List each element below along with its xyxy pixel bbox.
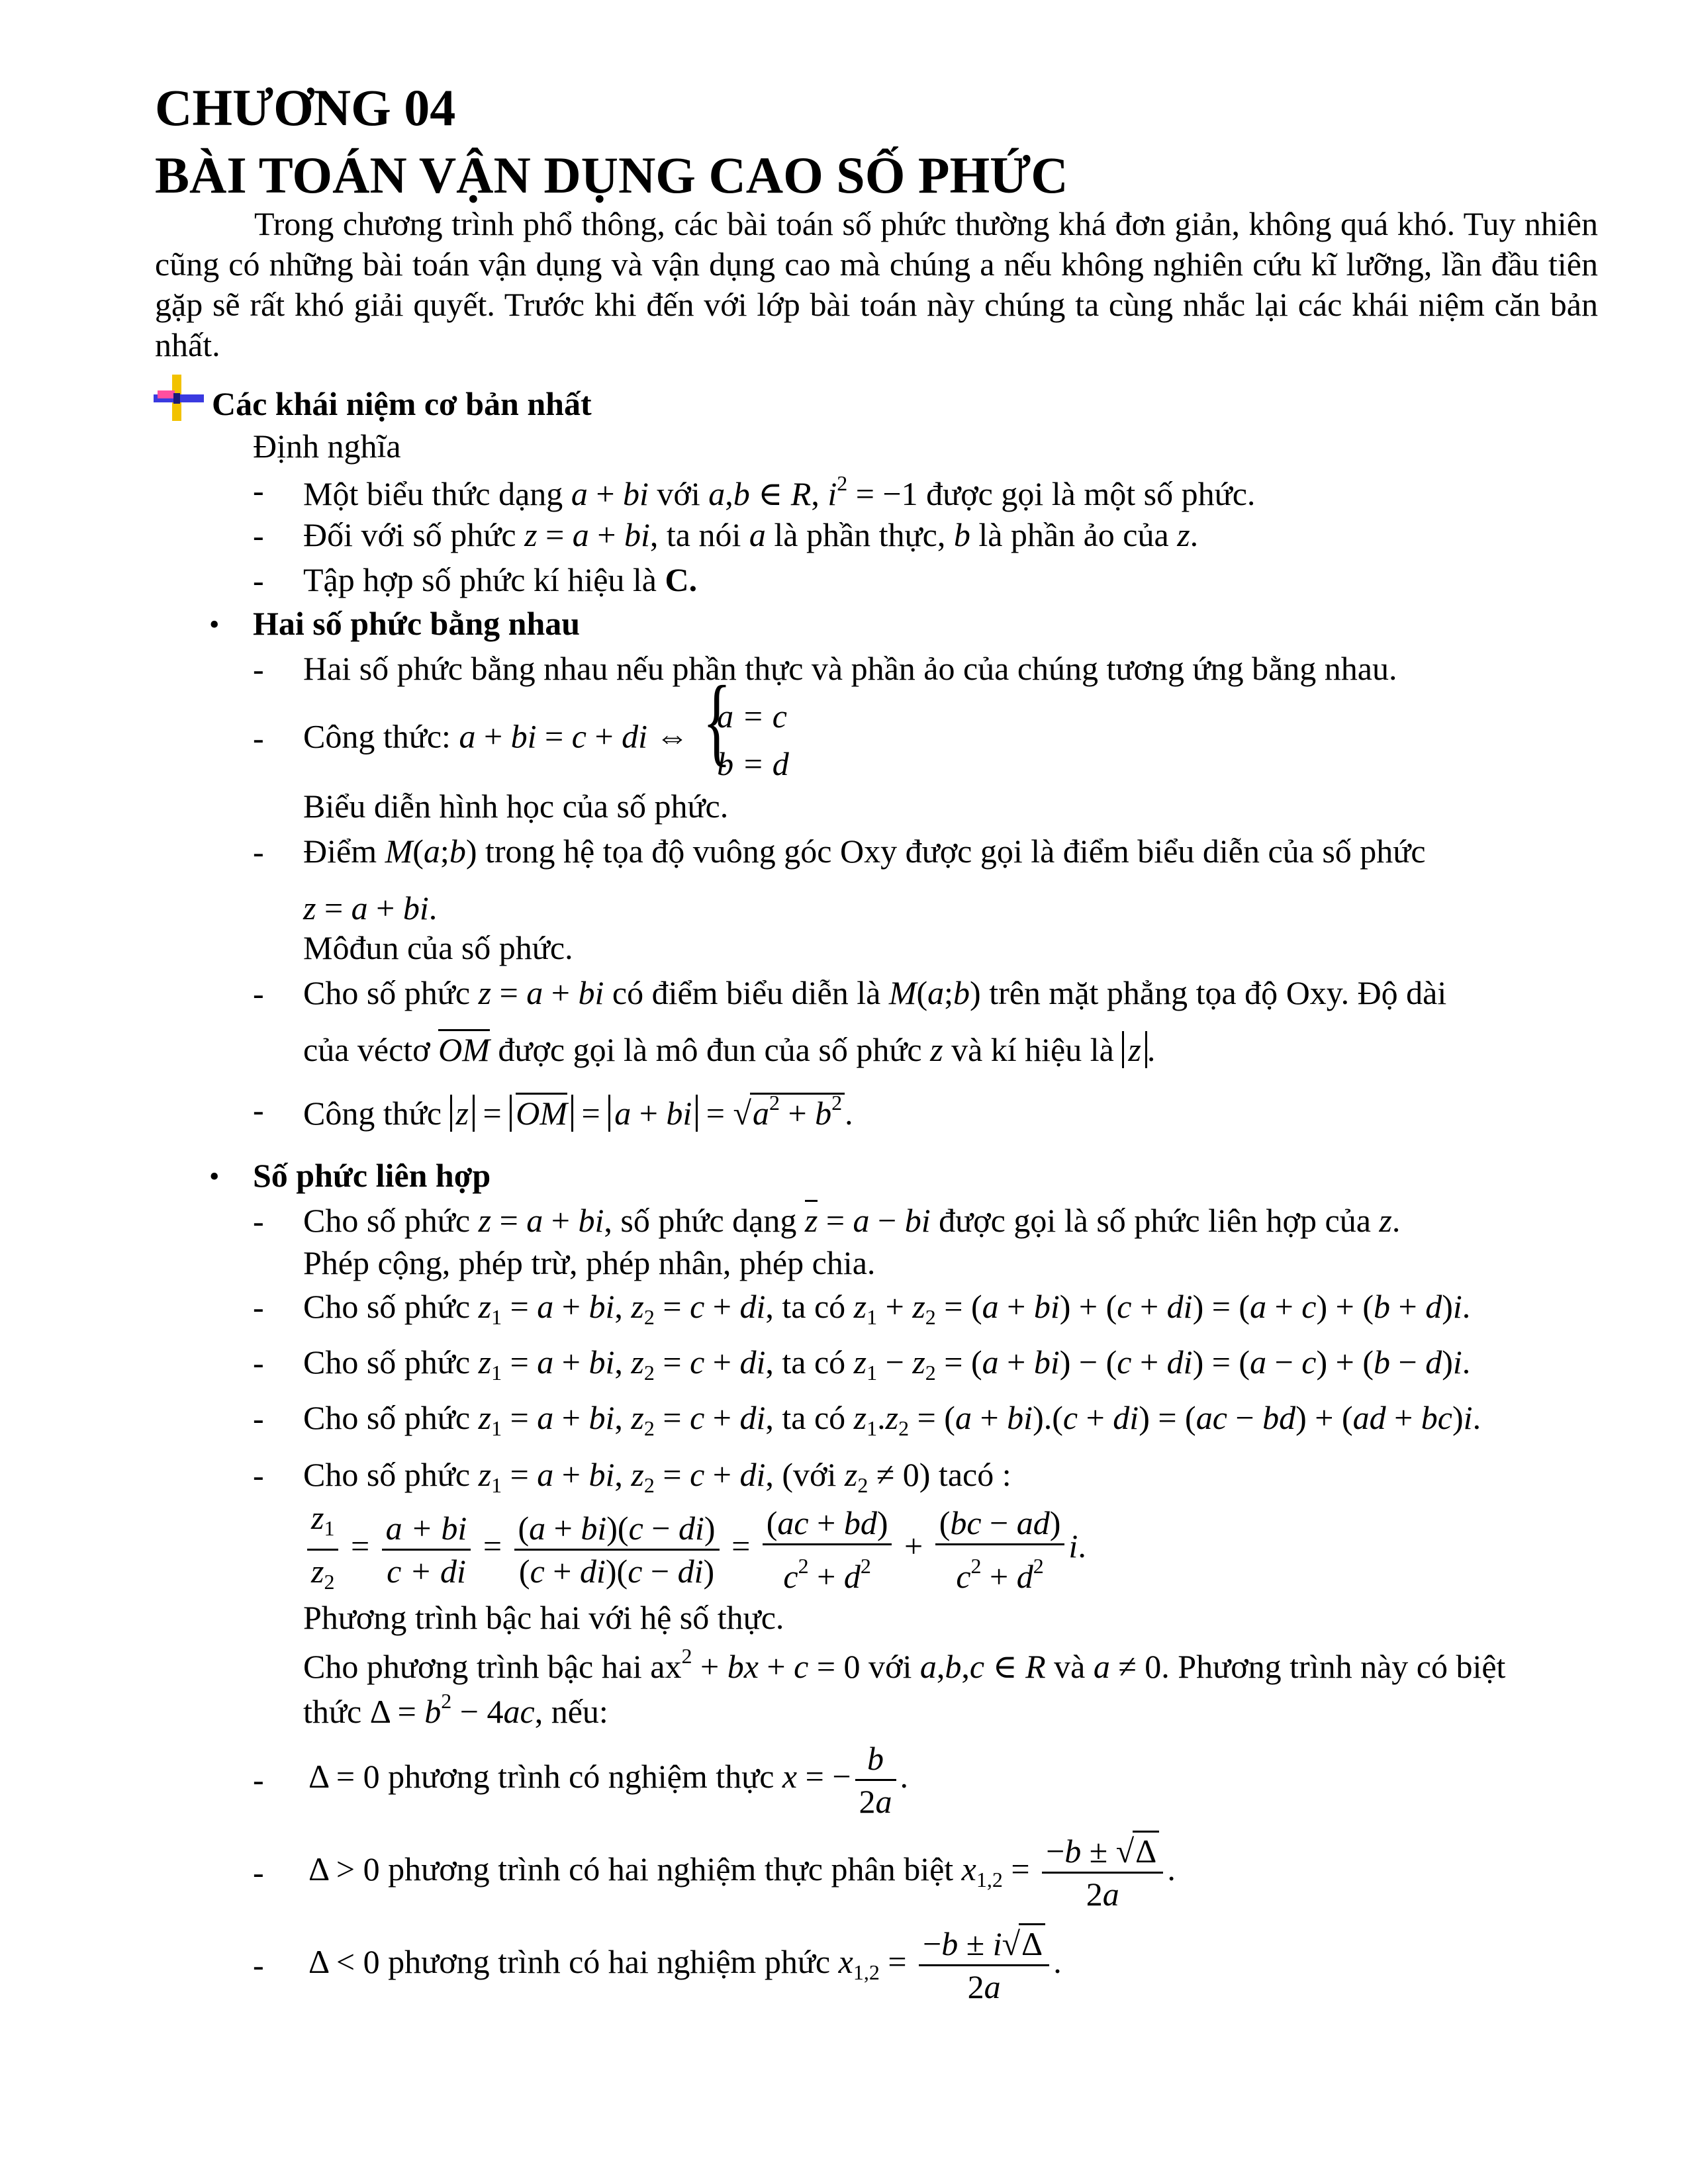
def1-line: Một biểu thức dạng a + bi với a,b ∈ R, $i^2 = -1$ được gọi là một số phức. — [303, 471, 1256, 512]
geom-line: Điểm M(a;b) trong hệ tọa độ vuông góc Oxy được gọi là điểm biểu diễn của số phức — [303, 833, 1426, 870]
dash: - — [253, 1946, 264, 1983]
definition-label: Định nghĩa — [253, 428, 401, 465]
modulus-line1: Cho số phức z = a + bi có điểm biểu diễn là M(a;b) trên mặt phẳng tọa độ Oxy. Độ dài — [303, 974, 1447, 1011]
dash: - — [253, 472, 264, 509]
op-mul: Cho số phức $z_1 = a$ + bi, $z_2 = c$ + di, ta có $z_1.z_2 = (a + bi).(c + di) = (ac - bd) + (ad + bc)i$. — [303, 1399, 1481, 1440]
dash: - — [253, 1854, 264, 1891]
section-heading: Các khái niệm cơ bản nhất — [212, 385, 592, 422]
def3-line: Tập hợp số phức kí hiệu là C. — [303, 561, 698, 598]
equal-heading: Hai số phức bằng nhau — [253, 605, 581, 642]
conj-heading: Số phức liên hợp — [253, 1157, 491, 1194]
chapter-number: CHƯƠNG 04 — [155, 79, 456, 136]
op-div-cond: Cho số phức $z_1 = a$ + bi, $z_2 = c$ + di, (với $z_2 \ne 0$) tacó : — [303, 1456, 1011, 1497]
dash: - — [253, 1289, 264, 1326]
case-zero: Δ = 0 phương trình có nghiệm thực x = − $\frac{b}{2a}$ . — [308, 1738, 908, 1822]
quad-heading: Phương trình bậc hai với hệ số thực. — [303, 1599, 784, 1636]
conj-line1: Cho số phức z = a + bi, số phức dạng z = a − bi được gọi là số phức liên hợp của z. — [303, 1202, 1400, 1240]
geom-z: z = a + bi. — [303, 889, 438, 927]
plus-sparkle-icon — [154, 375, 204, 421]
op-div-formula: $\frac{z_1}{z_2}$ = $\frac{a + bi}{c + di}$ = $\frac{(a + bi)(c - di)}{(c + di)(c - di)}$ = $\frac{(ac + bd)}{c^2 + d^2}$ + $\frac{(bc - ad)}{c^2 + d^2}$ i. — [303, 1497, 1086, 1602]
equal-line: Hai số phức bằng nhau nếu phần thực và phần ảo của chúng tương ứng bằng nhau. — [303, 650, 1397, 687]
quad-line2: thức $\Delta = b^2 - 4ac$, nếu: — [303, 1689, 608, 1730]
dash: - — [253, 1457, 264, 1494]
dash: - — [253, 1400, 264, 1437]
dash: - — [253, 1761, 264, 1798]
equal-formula: Công thức: a + bi = c + di ⇔ { a = c b = d — [303, 692, 789, 788]
modulus-heading: Môđun của số phức. — [303, 929, 573, 966]
bullet: • — [209, 1160, 220, 1193]
def2-line: Đối với số phức z = a + bi, ta nói a là phần thực, b là phần ảo của z. — [303, 516, 1199, 553]
geom-heading: Biểu diễn hình học của số phức. — [303, 788, 729, 825]
dash: - — [253, 651, 264, 688]
op-add: Cho số phức $z_1 = a$ + bi, $z_2 = c$ + di, ta có $z_1 + z_2 = (a + bi) + (c + di) = (a + c) + (b + d)i$. — [303, 1288, 1471, 1329]
dash: - — [253, 1091, 264, 1128]
modulus-line2: của véctơ OM được gọi là mô đun của số phức z và kí hiệu là z . — [303, 1031, 1155, 1069]
dash: - — [253, 1203, 264, 1240]
dash: - — [253, 719, 264, 756]
case-positive: Δ > 0 phương trình có hai nghiệm thực phân biệt $x_{1,2}$ = $\frac{-b \pm √\Delta}{2a}$ . — [308, 1831, 1176, 1915]
dash: - — [253, 833, 264, 870]
ops-heading: Phép cộng, phép trừ, phép nhân, phép chia. — [303, 1244, 876, 1281]
quad-line1: Cho phương trình bậc hai $ax^2$ + bx + c = 0 với a,b,c ∈ R và a ≠ 0. Phương trình này có biệt — [303, 1644, 1506, 1685]
modulus-formula: Công thức z = OM = a + bi = $√a^2 + b^2$. — [303, 1091, 853, 1132]
dash: - — [253, 517, 264, 554]
dash: - — [253, 1344, 264, 1381]
bullet: • — [209, 608, 220, 641]
dash: - — [253, 975, 264, 1012]
chapter-title: BÀI TOÁN VẬN DỤNG CAO SỐ PHỨC — [155, 146, 1068, 204]
op-sub: Cho số phức $z_1 = a$ + bi, $z_2 = c$ + di, ta có $z_1 - z_2 = (a + bi) - (c + di) = (a - c) + (b - d)i$. — [303, 1343, 1471, 1385]
dash: - — [253, 562, 264, 599]
case-negative: Δ < 0 phương trình có hai nghiệm phức $x_{1,2}$ = $\frac{-b \pm i√\Delta}{2a}$ . — [308, 1923, 1062, 2007]
intro-paragraph: Trong chương trình phổ thông, các bài toán số phức thường khá đơn giản, không quá khó. Tuy nhiên cũng có những bài toán vận dụng và vận dụng cao mà chúng a nếu không nghiên cứu kĩ lưỡng, lần đầu tiên gặp sẽ rất khó giải quyết. Trước khi đến với lớp bài toán này chúng ta cùng nhắc lại các khái niệm căn bản nhất. — [155, 205, 1598, 363]
